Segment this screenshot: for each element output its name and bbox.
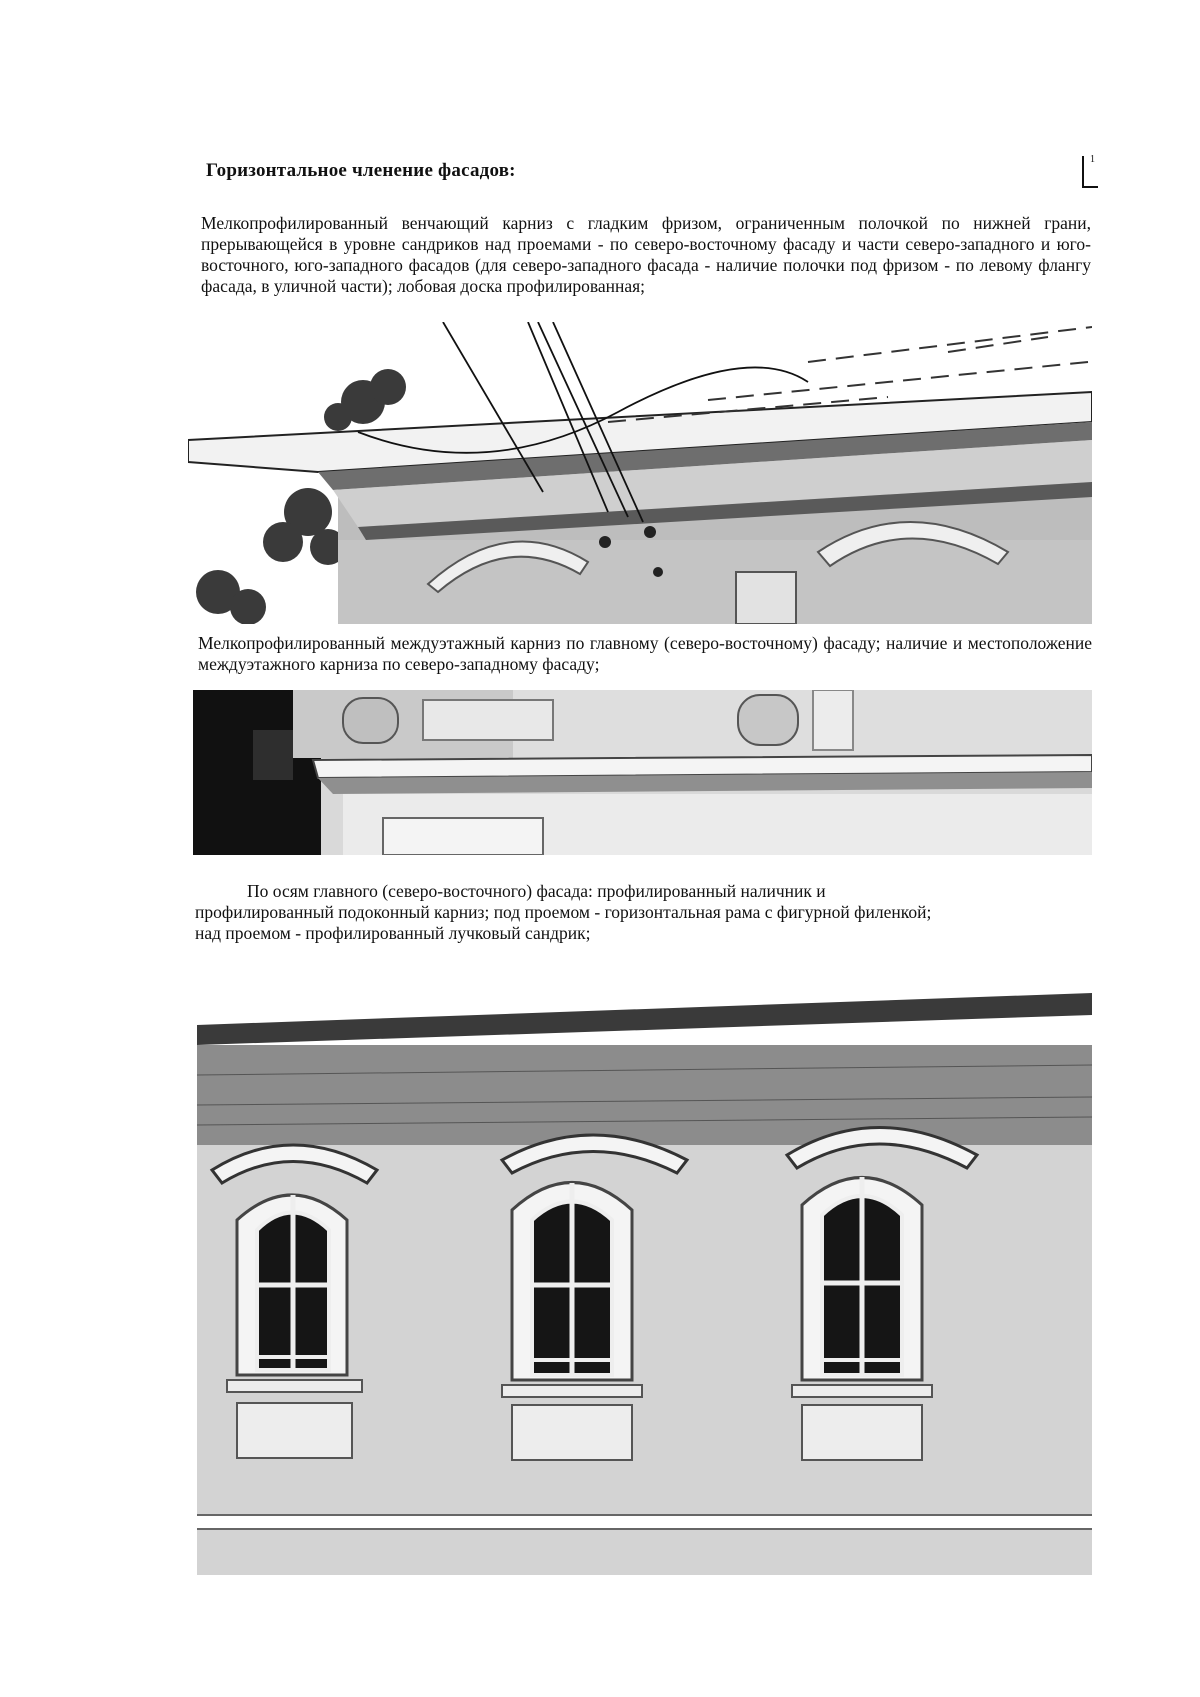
interfloor-cornice-paragraph: Мелкопрофилированный междуэтажный карниз по главному (северо-восточному) фасаду; наличие и местоположение междуэтажного карниза по северо-западному фасаду; xyxy=(198,633,1092,674)
page-corner-mark xyxy=(1082,156,1098,188)
window-axes-line-3: над проемом - профилированный лучковый сандрик; xyxy=(195,923,591,943)
window-axes-line-2: профилированный подоконный карниз; под проемом - горизонтальная рама с фигурной филенкой; xyxy=(195,902,932,922)
window-axes-paragraph xyxy=(195,881,1055,944)
window-axes-line-1: По осям главного (северо-восточного) фасада: профилированный наличник и xyxy=(247,881,826,901)
interfloor-cornice-photo xyxy=(193,690,1092,855)
page-number: 1 xyxy=(1090,154,1095,165)
crown-cornice-paragraph: Мелкопрофилированный венчающий карниз с гладким фризом, ограниченным полочкой по нижней грани, прерывающейся в уровне сандриков над проемами - по северо-восточному фасаду и части северо-западного и юго-восточного, юго-западного фасадов (для северо-западного фасада - наличие полочки под фризом - по левому флангу фасада, в уличной части); лобовая доска профилированная; xyxy=(201,213,1091,296)
window-axes-photo xyxy=(197,985,1092,1575)
crown-cornice-photo xyxy=(188,322,1092,624)
section-heading: Горизонтальное членение фасадов: xyxy=(206,160,516,181)
